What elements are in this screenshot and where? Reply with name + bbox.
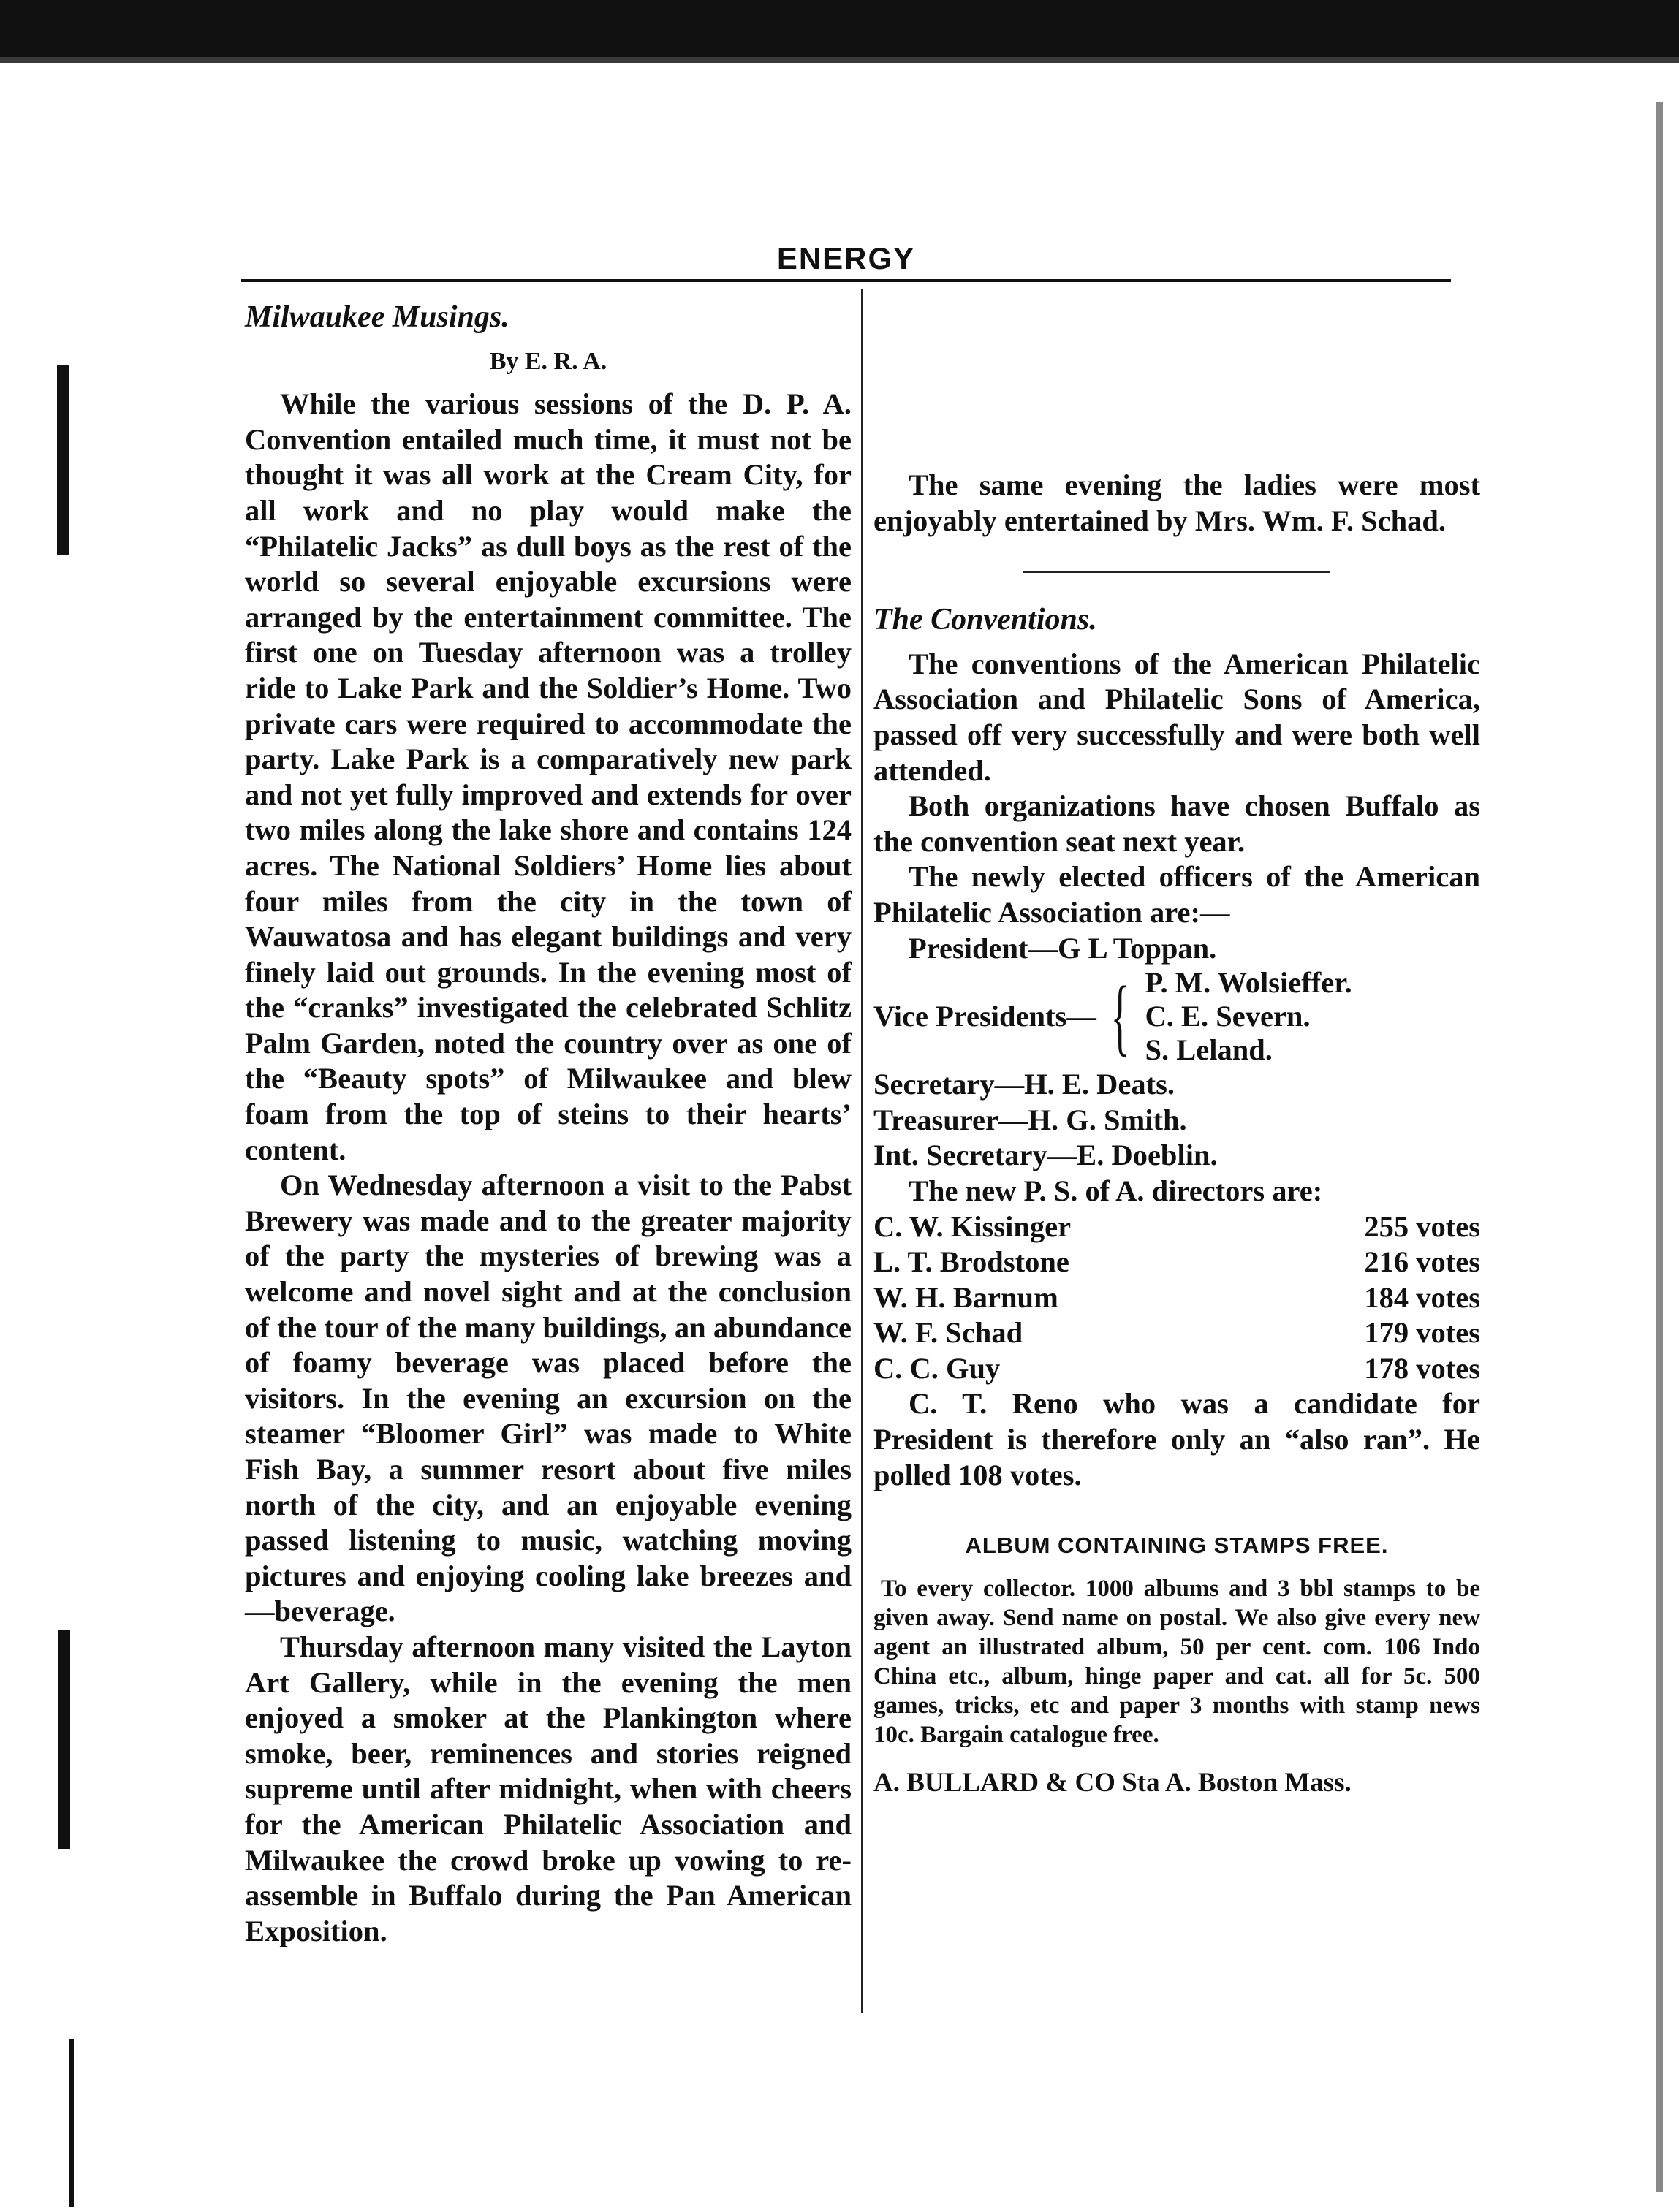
right-column-main — [873, 468, 1480, 1801]
director-name: W. H. Barnum — [873, 1280, 1058, 1314]
scan-margin-mark-upper — [57, 365, 69, 555]
officer-treasurer: Treasurer—H. G. Smith. — [873, 1103, 1187, 1136]
director-votes: 178 votes — [1364, 1351, 1480, 1385]
paragraph: The newly elected officers of the American Philatelic Association are:— — [873, 860, 1480, 929]
scan-top-bar-edge — [0, 57, 1679, 63]
director-votes: 255 votes — [1364, 1209, 1480, 1243]
brace-icon: { — [1110, 968, 1129, 1065]
director-row — [873, 1280, 1480, 1316]
paragraph: C. T. Reno who was a candidate for President is therefore only an “also ran”. He polled 108 votes. — [873, 1387, 1480, 1491]
byline: By E. R. A. — [489, 347, 607, 375]
paragraph: While the various sessions of the D. P. A. Convention entailed much time, it must not be thought it was all work at the Cream City, for all work and no play would make the “Philatelic Jacks” as dull boys as the rest of the world so several enjoyable excursions were arranged by the entertainment committee. The first one on Tuesday afternoon was a trolley ride to Lake Park and the Soldier’s Home. Two private cars were required to accommodate the party. Lake Park is a comparatively new park and not yet fully improved and extends for over two miles along the lake shore and contains 124 acres. The National Soldiers’ Home lies about four miles from the city in the town of Wauwatosa and has elegant buildings and very finely laid out grounds. In the evening most of the “cranks” investigated the celebrated Schlitz Palm Garden, noted the country over as one of the “Beauty spots” of Milwaukee and blew foam from the top of steins to their hearts’ content. — [245, 387, 852, 1166]
scan-top-bar — [0, 0, 1679, 57]
scan-margin-mark-right — [1656, 102, 1663, 2192]
scan-margin-mark-lower — [58, 1630, 70, 1849]
director-votes: 184 votes — [1364, 1280, 1480, 1314]
officer-president: President—G L Toppan. — [909, 931, 1217, 965]
column-divider — [861, 289, 863, 2013]
vice-president-name: P. M. Wolsieffer. — [1145, 966, 1352, 1000]
director-row — [873, 1244, 1480, 1280]
masthead-rule — [241, 279, 1451, 282]
director-name: L. T. Brodstone — [873, 1245, 1069, 1279]
director-name: C. W. Kissinger — [873, 1209, 1072, 1243]
headline-the-conventions: The Conventions. — [873, 603, 1097, 637]
director-name: C. C. Guy — [873, 1351, 1001, 1385]
director-row — [873, 1351, 1480, 1387]
paragraph: Both organizations have chosen Buffalo as the convention seat next year. — [873, 789, 1480, 858]
vice-president-name: S. Leland. — [1145, 1033, 1273, 1067]
officer-vice-presidents — [873, 966, 1480, 1067]
director-name: W. F. Schad — [873, 1316, 1023, 1350]
masthead: ENERGY — [776, 241, 916, 275]
headline-milwaukee-musings: Milwaukee Musings. — [245, 300, 509, 334]
paragraph: On Wednesday afternoon a visit to the Pabst Brewery was made and to the greater majority of the party the mysteries of brewing was a welcome and novel sight and at the conclusion of the tour of the many buildings, an abundance of foamy beverage was placed before the visitors. In the evening an excursion on the steamer “Bloomer Girl” was made to White Fish Bay, a summer resort about five miles north of the city, and an enjoyable evening passed listening to music, watching moving pictures and enjoying cooling lake breezes and—beverage. — [245, 1168, 852, 1628]
advertisement-title: ALBUM CONTAINING STAMPS FREE. — [965, 1532, 1389, 1559]
directors-intro: The new P. S. of A. directors are: — [909, 1174, 1323, 1207]
vice-presidents-label: Vice Presidents— — [873, 999, 1096, 1033]
vice-president-name: C. E. Severn. — [1145, 1000, 1311, 1033]
director-row — [873, 1209, 1480, 1245]
advertisement-body: To every collector. 1000 albums and 3 bbl stamps to be given away. Send name on postal. We also give every new agent an illustrated album, 50 per cent. com. 106 Indo China etc., album, hinge paper and cat. all for 5c. 500 games, tricks, etc and paper 3 months with stamp news 10c. Bargain catalogue free. — [873, 1575, 1480, 1748]
vice-presidents-list — [1145, 966, 1352, 1067]
paragraph: The conventions of the American Philatelic Association and Philatelic Sons of America, passed off very successfully and were both well attended. — [873, 647, 1480, 787]
advertisement-signature: A. BULLARD & CO Sta A. Boston Mass. — [873, 1767, 1352, 1798]
director-row — [873, 1315, 1480, 1351]
section-rule — [1023, 571, 1330, 573]
director-votes: 216 votes — [1364, 1245, 1480, 1279]
officer-int-secretary: Int. Secretary—E. Doeblin. — [873, 1139, 1218, 1172]
officer-secretary: Secretary—H. E. Deats. — [873, 1068, 1175, 1101]
director-votes: 179 votes — [1364, 1316, 1480, 1350]
paragraph: The same evening the ladies were most enjoyably entertained by Mrs. Wm. F. Schad. — [873, 468, 1480, 537]
paragraph: Thursday afternoon many visited the Layton Art Gallery, while in the evening the men enjoyed a smoker at the Plankington where smoke, beer, reminences and stories reigned supreme until after midnight, when with cheers for the American Philatelic Association and Milwaukee the crowd broke up vowing to re-assemble in Buffalo during the Pan American Exposition. — [245, 1630, 852, 1947]
left-column — [245, 300, 852, 1949]
scan-margin-mark-bottom — [69, 2039, 74, 2207]
